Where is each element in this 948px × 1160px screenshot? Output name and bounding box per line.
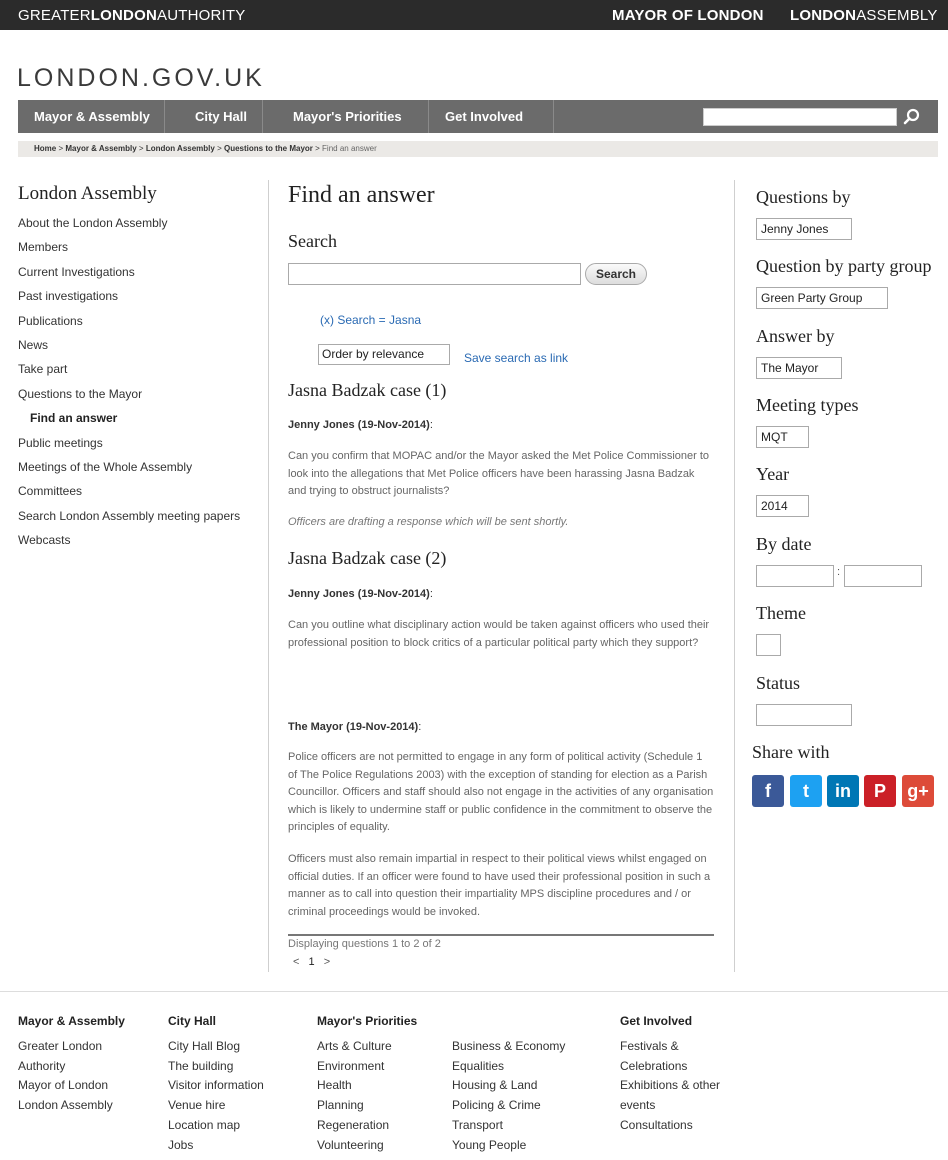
footer-heading[interactable]: City Hall — [168, 1014, 217, 1028]
footer-link[interactable]: Festivals & — [620, 1039, 679, 1053]
date-from-field[interactable] — [756, 565, 834, 587]
date-separator: : — [837, 566, 841, 578]
footer-heading[interactable]: Mayor's Priorities — [317, 1014, 418, 1028]
answerer-name: The Mayor (19-Nov-2014) — [288, 721, 419, 733]
sidebar-item-find-answer[interactable]: Find an answer — [30, 411, 118, 426]
column-divider — [268, 180, 269, 972]
answerer: The Mayor (19-Nov-2014): — [288, 721, 422, 733]
sidebar-item-past-investigations[interactable]: Past investigations — [18, 289, 119, 304]
share-label: Share with — [752, 742, 830, 762]
breadcrumb-link-home[interactable]: Home — [34, 144, 57, 153]
footer-link[interactable]: Location map — [168, 1117, 241, 1132]
question-title[interactable]: Jasna Badzak case (2) — [288, 548, 447, 568]
gla-logo-part: GREATER — [18, 7, 91, 24]
assembly-logo-part: ASSEMBLY — [856, 7, 938, 24]
filter-label: Answer by — [756, 326, 835, 346]
footer-link[interactable]: Visitor information — [168, 1078, 264, 1093]
google-plus-icon[interactable]: g+ — [902, 775, 934, 807]
search-button[interactable]: Search — [585, 263, 647, 285]
twitter-icon[interactable]: t — [790, 775, 822, 807]
gla-logo-part: AUTHORITY — [157, 7, 246, 24]
remove-filter-link[interactable]: (x) Search = Jasna — [320, 313, 422, 327]
results-count: Displaying questions 1 to 2 of 2 — [288, 938, 441, 950]
footer-column — [317, 1014, 417, 1155]
filter-label: Theme — [756, 603, 806, 623]
footer-divider — [0, 991, 948, 992]
footer-column — [168, 1014, 264, 1155]
footer-link[interactable]: Greater London — [18, 1039, 103, 1053]
facebook-icon[interactable]: f — [752, 775, 784, 807]
filter-label: Question by party group — [756, 256, 932, 276]
column-divider — [734, 180, 735, 972]
footer-link[interactable]: Housing & Land — [452, 1078, 538, 1093]
footer-link[interactable]: Venue hire — [168, 1098, 226, 1113]
answer-paragraph: Officers must also remain impartial in respect to their political views whilst engaged on official duties. If an officer were found to have used their professional position in such a manner as to call into question their impartiality MPS discipline procedures and / or criminal proceedings would be invoked. — [288, 853, 711, 918]
footer-link[interactable]: events — [620, 1098, 656, 1113]
footer-link[interactable]: Planning — [317, 1098, 364, 1113]
pagination-prev[interactable]: < — [293, 956, 300, 968]
footer-link[interactable]: Young People — [452, 1137, 527, 1152]
filter-label: By date — [756, 534, 812, 554]
footer-link[interactable]: Regeneration — [317, 1117, 390, 1132]
footer-link[interactable]: London Assembly — [18, 1098, 113, 1113]
footer-link[interactable]: Health — [317, 1078, 352, 1093]
sidebar-nav — [18, 214, 258, 555]
gla-logo-part-bold: LONDON — [90, 7, 157, 24]
sidebar-item-news[interactable]: News — [18, 337, 49, 352]
filter-label: Status — [756, 673, 801, 693]
results-divider — [288, 934, 714, 936]
gla-logo-link[interactable] — [18, 7, 245, 24]
save-search-link[interactable]: Save search as link — [464, 351, 569, 365]
nav-divider — [262, 100, 263, 133]
footer-link[interactable]: Celebrations — [620, 1058, 688, 1073]
sidebar-item-committees[interactable]: Committees — [18, 484, 83, 499]
sidebar-item-take-part[interactable]: Take part — [18, 362, 68, 377]
footer-link[interactable]: City Hall Blog — [168, 1039, 241, 1053]
breadcrumb-separator: > — [315, 144, 320, 153]
page-title: Find an answer — [288, 182, 435, 208]
footer-link[interactable]: Authority — [18, 1058, 66, 1073]
linkedin-icon[interactable]: in — [827, 775, 859, 807]
footer-link[interactable]: Volunteering — [317, 1137, 384, 1152]
footer-link[interactable]: Consultations — [620, 1117, 693, 1132]
nav-divider — [164, 100, 165, 133]
footer-heading[interactable]: Get Involved — [620, 1014, 693, 1028]
question-title[interactable]: Jasna Badzak case (1) — [288, 380, 447, 400]
questions-by-field[interactable]: Jenny Jones — [756, 218, 852, 240]
breadcrumb-link-mayor-assembly[interactable]: Mayor & Assembly — [65, 144, 137, 153]
breadcrumb-separator: > — [138, 144, 144, 153]
pagination-next[interactable]: > — [323, 956, 331, 968]
breadcrumb-link-london-assembly[interactable]: London Assembly — [145, 144, 215, 153]
site-logo[interactable]: LONDON.GOV.UK — [17, 64, 265, 92]
sidebar-item-members[interactable]: Members — [18, 240, 69, 255]
nav-item-get-involved[interactable]: Get Involved — [445, 109, 524, 124]
answer-pending-note: Officers are drafting a response which will be sent shortly. — [288, 516, 569, 528]
nav-divider — [428, 100, 429, 133]
footer-column — [18, 1014, 125, 1116]
pinterest-icon[interactable]: P — [864, 775, 896, 807]
answer-paragraph: Police officers are not permitted to engage in any form of political activity (Schedule 1 of The Police Regulations 2003) with the exception of standing for election as a Parish Councillor. Officers and staff should also not engage in the activities of any organisation which is likely to undermine staff or public confidence in the commitment to observe the principles of equality. — [288, 751, 714, 834]
footer-link[interactable]: Environment — [317, 1058, 385, 1073]
sidebar-item-whole-assembly[interactable]: Meetings of the Whole Assembly — [18, 459, 193, 474]
sidebar-item-questions[interactable]: Questions to the Mayor — [18, 386, 143, 401]
theme-field[interactable] — [756, 634, 781, 656]
sidebar-item-search-papers[interactable]: Search London Assembly meeting papers — [18, 508, 241, 523]
pagination-page[interactable]: 1 — [308, 956, 315, 968]
pagination — [293, 956, 336, 968]
breadcrumb-separator: > — [217, 144, 222, 153]
search-icon[interactable] — [902, 107, 922, 127]
mayor-of-london-link[interactable]: MAYOR OF LONDON — [612, 7, 764, 24]
footer-link[interactable]: The building — [168, 1058, 234, 1073]
london-assembly-link[interactable] — [790, 7, 938, 24]
footer-column — [452, 1014, 565, 1155]
sidebar-item-webcasts[interactable]: Webcasts — [18, 533, 71, 548]
sidebar-item-about[interactable]: About the London Assembly — [18, 216, 168, 230]
meeting-types-field[interactable]: MQT — [756, 426, 809, 448]
status-field[interactable] — [756, 704, 852, 726]
footer-link[interactable]: Equalities — [452, 1058, 505, 1073]
filter-label: Questions by — [756, 187, 851, 207]
breadcrumb — [18, 141, 938, 157]
nav-item-mayors-priorities[interactable]: Mayor's Priorities — [293, 109, 402, 124]
top-bar — [0, 0, 948, 30]
sidebar-title: London Assembly — [18, 183, 157, 204]
footer-heading[interactable]: Mayor & Assembly — [18, 1014, 125, 1028]
sidebar-item-public-meetings[interactable]: Public meetings — [18, 435, 103, 450]
footer-link[interactable]: Business & Economy — [452, 1039, 566, 1053]
footer-link[interactable]: Policing & Crime — [452, 1098, 541, 1113]
main-nav — [18, 100, 938, 133]
sidebar-item-current-investigations[interactable]: Current Investigations — [18, 264, 135, 279]
filter-label: Year — [756, 464, 790, 484]
order-by-select[interactable]: Order by relevance — [318, 344, 450, 365]
search-heading: Search — [288, 231, 337, 251]
footer-link[interactable]: Transport — [452, 1117, 503, 1132]
nav-search-input[interactable] — [703, 108, 897, 126]
question-asker: Jenny Jones (19-Nov-2014): — [288, 588, 433, 600]
breadcrumb-separator: > — [58, 144, 64, 153]
nav-divider — [553, 100, 554, 133]
footer-heading — [452, 1014, 565, 1037]
party-group-field[interactable]: Green Party Group — [756, 287, 888, 309]
asker-name: Jenny Jones (19-Nov-2014) — [288, 588, 430, 600]
filter-label: Meeting types — [756, 395, 859, 415]
nav-item-mayor-assembly[interactable]: Mayor & Assembly — [34, 109, 150, 124]
footer-column — [620, 1014, 720, 1136]
year-field[interactable]: 2014 — [756, 495, 809, 517]
question-text: Can you confirm that MOPAC and/or the Mayor asked the Met Police Commissioner to look into the allegations that Met Police officers have been harassing Jasna Badzak and trying to obstruct journalists? — [288, 450, 710, 498]
breadcrumb-link-questions[interactable]: Questions to the Mayor — [224, 144, 313, 153]
nav-item-city-hall[interactable]: City Hall — [195, 109, 248, 124]
question-asker: Jenny Jones (19-Nov-2014): — [288, 419, 433, 431]
sidebar-item-publications[interactable]: Publications — [18, 313, 83, 328]
question-text: Can you outline what disciplinary action would be taken against officers who used their professional position to block critics of a particular political party which they support? — [288, 619, 710, 649]
breadcrumb-current: Find an answer — [322, 144, 377, 153]
asker-name: Jenny Jones (19-Nov-2014) — [288, 419, 430, 431]
answer-by-field[interactable]: The Mayor — [756, 357, 842, 379]
footer-link[interactable]: Mayor of London — [18, 1078, 109, 1093]
footer-link[interactable]: Exhibitions & other — [620, 1078, 721, 1093]
assembly-logo-part-bold: LONDON — [790, 7, 857, 24]
search-input[interactable] — [288, 263, 581, 285]
date-to-field[interactable] — [844, 565, 922, 587]
footer-link[interactable]: Arts & Culture — [317, 1039, 392, 1053]
footer-link[interactable]: Jobs — [168, 1137, 194, 1152]
